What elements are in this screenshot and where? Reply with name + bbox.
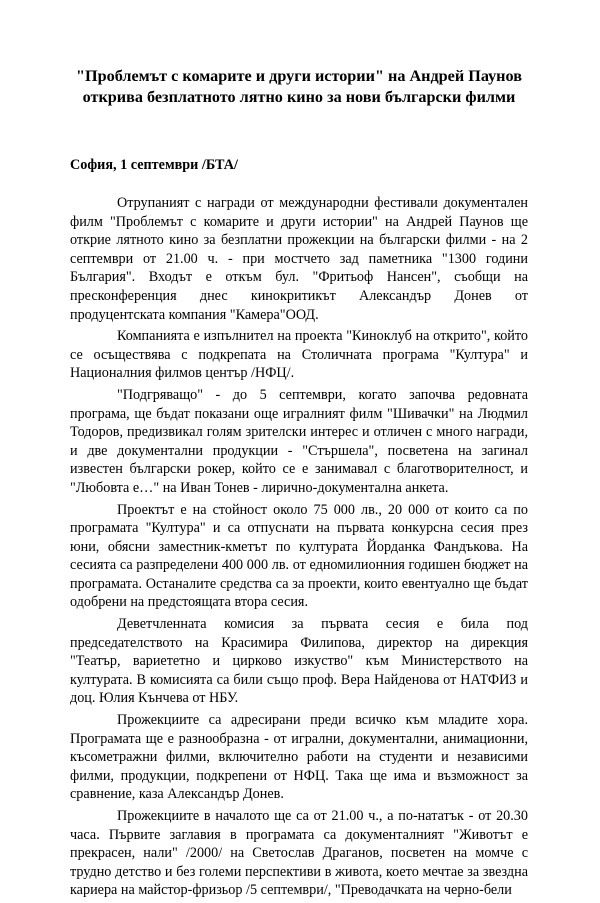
paragraph: Деветчленната комисия за първата сесия е била под председателството на Красимира Филипова, директор на дирекция "Театър, вариететно и цирково изкуство" към Министерството на културата. В комисията са били също проф. Вера Найденова от НАТФИЗ и доц. Юлия Кънчева от НБУ.: [70, 616, 528, 707]
article-body: [70, 194, 528, 900]
paragraph: Компанията е изпълнител на проекта "Киноклуб на открито", който се осъществява с подкрепата на Столичната програма "Култура" и Националния филмов център /НФЦ/.: [70, 328, 528, 382]
article-title: "Проблемът с комарите и други истории" на Андрей Паунов открива безплатното лятно кино за нови български филми: [76, 67, 522, 106]
paragraph: Прожекциите в началото ще са от 21.00 ч., а по-нататък - от 20.30 часа. Първите заглавия в програмата са документалният "Животът е прекрасен, нали" /2000/ на Светослав Драганов, посветен на момче с трудно детство и без големи перспективи в живота, което мечтае за звездна кариера на майстор-фризьор /5 септември/, "Преводачката на черно-бели: [70, 808, 528, 899]
paragraph: Отрупаният с награди от международни фестивали документален филм "Проблемът с комарите и други истории" на Андрей Паунов ще открие лятното кино за безплатни прожекции на български филми - на 2 септември от 21.00 ч. - при мостчето зад паметника "1300 години България". Входът е откъм бул. "Фритьоф Нансен", съобщи на пресконференция днес кинокритикът Александър Донев от продуцентската компания "Камера"ООД.: [70, 195, 528, 323]
document-page: [70, 66, 528, 903]
paragraph: Проектът е на стойност около 75 000 лв., 20 000 от които са по програмата "Култура" и са отпуснати на първата конкурсна сесия през юни, обясни заместник-кметът по културата Йорданка Фандъкова. На сесията са разпределени 400 000 лв. от едномилионния годишен бюджет на програмата. Останалите средства са за проекти, които евентуално ще бъдат одобрени на предстоящата втора сесия.: [70, 501, 528, 611]
dateline: София, 1 септември /БТА/: [70, 157, 238, 173]
paragraph: Прожекциите са адресирани преди всичко към младите хора. Програмата ще е разнообразна - от игрални, документални, анимационни, късометражни филми, включително работи на студенти и независими филми, продукции, подкрепени от НФЦ. Така ще има и възможност за сравнение, каза Александър Донев.: [70, 712, 528, 803]
paragraph: "Подгряващо" - до 5 септември, когато започва редовната програма, ще бъдат показани още игралният филм "Шивачки" на Людмил Тодоров, предизвикал голям зрителски интерес и отличен с много награди, и две документални продукции - "Стършела", посветена на загинал известен български рокер, който се е занимавал с благотворителност, и "Любовта е…" на Иван Тонев - лирично-документална анкета.: [70, 386, 528, 496]
